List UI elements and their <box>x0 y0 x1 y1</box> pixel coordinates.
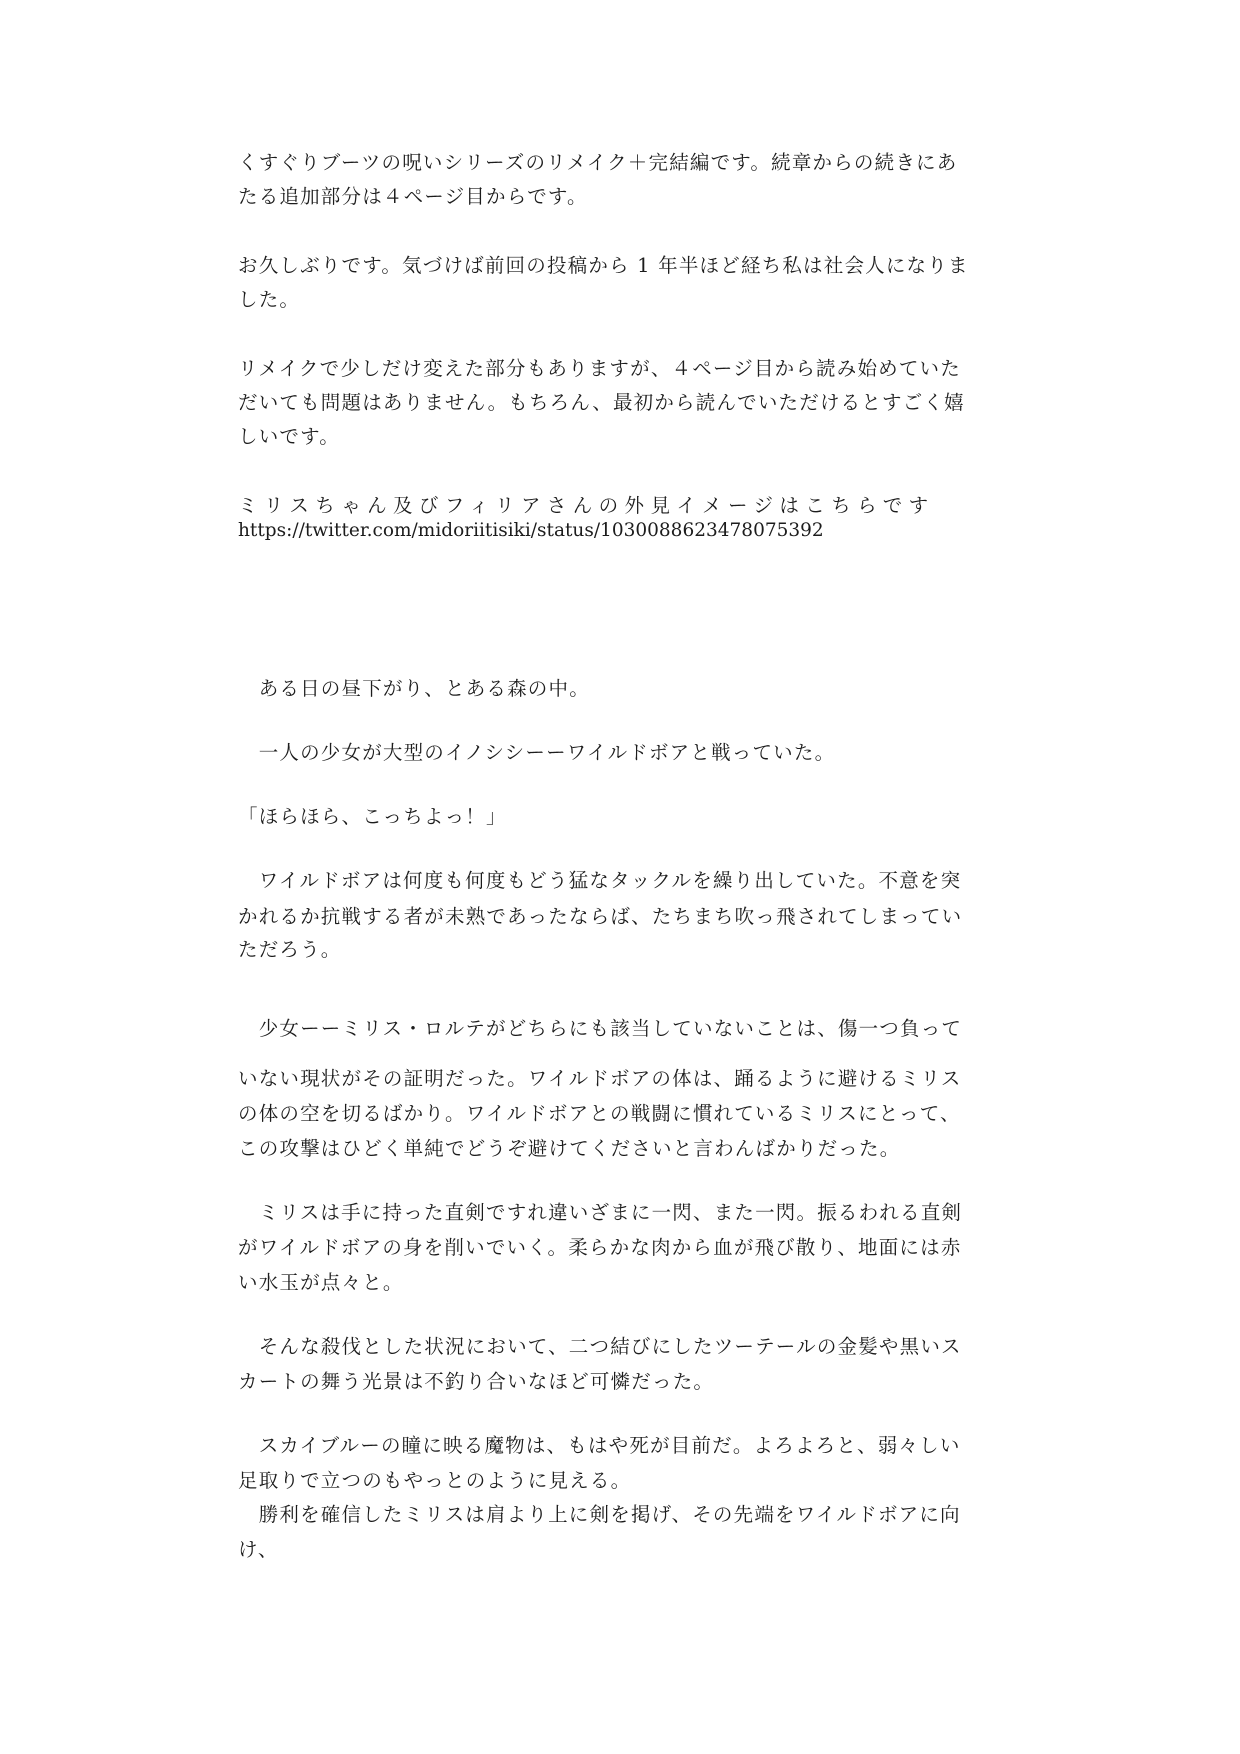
text-line: この攻撃はひどく単純でどうぞ避けてくださいと言わんばかりだった。 <box>238 1137 901 1160</box>
text-line: ある日の昼下がり、とある森の中。 <box>238 677 590 700</box>
text-line: リメイクで少しだけ変えた部分もありますが、４ページ目から読み始めていた <box>238 357 961 380</box>
text-line: した。 <box>238 288 301 311</box>
text-line: しいです。 <box>238 425 340 448</box>
url-link[interactable]: https://twitter.com/midoriitisiki/status/1030088623478075392 <box>238 520 824 541</box>
text-line: 足取りで立つのもやっとのように見える。 <box>238 1469 632 1492</box>
text-line: ただろう。 <box>238 938 342 961</box>
text-line: 一人の少女が大型のイノシシーーワイルドボアと戦っていた。 <box>238 741 836 764</box>
text-line: ミリスちゃん及びフィリアさんの外見イメージはこちらです <box>238 494 935 517</box>
text-line: かれるか抗戦する者が未熟であったならば、たちまち吹っ飛されてしまってい <box>238 905 963 928</box>
text-line: ミリスは手に持った直剣ですれ違いざまに一閃、また一閃。振るわれる直剣 <box>238 1201 963 1224</box>
text-line: くすぐりブーツの呪いシリーズのリメイク＋完結編です。続章からの続きにあ <box>238 151 958 174</box>
text-line: だいても問題はありません。もちろん、最初から読んでいただけるとすごく嬉 <box>238 391 965 414</box>
text-line: 「ほらほら、こっちよっ！」 <box>238 805 507 828</box>
text-line: い水玉が点々と。 <box>238 1271 404 1294</box>
text-line: お久しぶりです。気づけば前回の投稿から 1 年半ほど経ち私は社会人になりま <box>238 254 969 277</box>
text-line: いない現状がその証明だった。ワイルドボアの体は、踊るように避けるミリス <box>238 1067 962 1090</box>
text-line: そんな殺伐とした状況において、二つ結びにしたツーテールの金髪や黒いス <box>238 1335 962 1358</box>
text-line: たる追加部分は４ページ目からです。 <box>238 185 588 208</box>
text-line: ワイルドボアは何度も何度もどう猛なタックルを繰り出していた。不意を突 <box>238 869 962 892</box>
text-line: 少女ーーミリス・ロルテがどちらにも該当していないことは、傷一つ負って <box>238 1017 963 1040</box>
text-line: け、 <box>238 1538 279 1561</box>
text-line: カートの舞う光景は不釣り合いなほど可憐だった。 <box>238 1370 715 1393</box>
text-line: 勝利を確信したミリスは肩より上に剣を掲げ、その先端をワイルドボアに向 <box>238 1503 961 1526</box>
text-line: スカイブルーの瞳に映る魔物は、もはや死が目前だ。よろよろと、弱々しい <box>238 1434 961 1457</box>
text-line: がワイルドボアの身を削いでいく。柔らかな肉から血が飛び散り、地面には赤 <box>238 1236 962 1259</box>
text-line: の体の空を切るばかり。ワイルドボアとの戦闘に慣れているミリスにとって、 <box>238 1102 961 1125</box>
